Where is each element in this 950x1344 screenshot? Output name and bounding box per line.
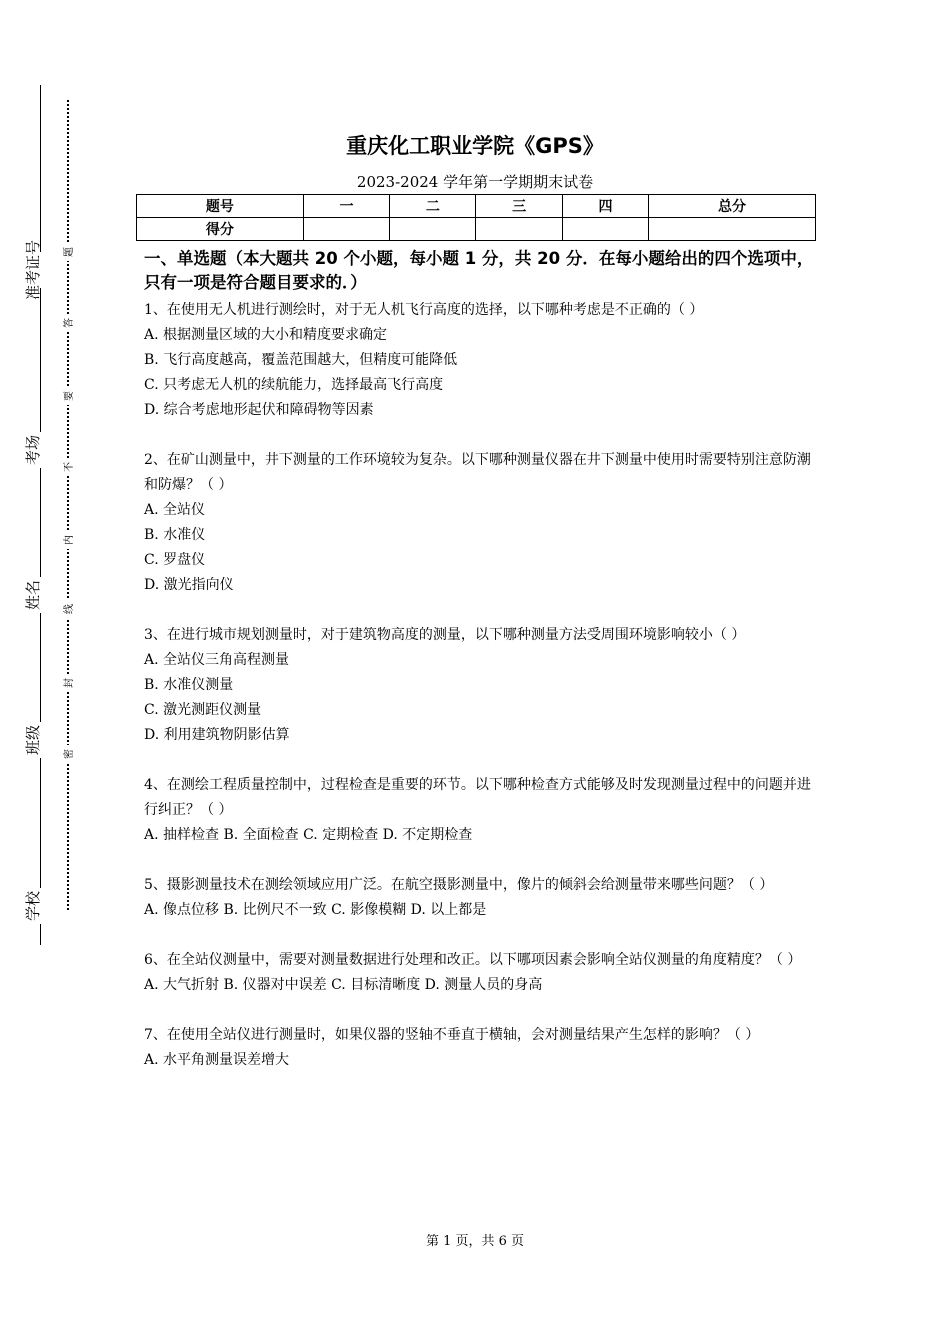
option: B. 水准仪 <box>144 527 206 543</box>
score-cell: 三 <box>476 195 562 218</box>
page-number: 第 1 页，共 6 页 <box>425 1234 525 1249</box>
option: A. 根据测量区域的大小和精度要求确定 <box>144 327 388 343</box>
seal-char: 要 <box>58 387 76 405</box>
question <box>144 448 814 598</box>
score-input-cell[interactable] <box>390 218 476 241</box>
question-stem: 3、在进行城市规划测量时，对于建筑物高度的测量，以下哪种测量方法受周围环境影响较小（ ） <box>144 627 746 643</box>
question-stem: 5、摄影测量技术在测绘领域应用广泛。在航空摄影测量中，像片的倾斜会给测量带来哪些问题？（ ） <box>144 877 774 893</box>
option: A. 抽样检查 B. 全面检查 C. 定期检查 D. 不定期检查 <box>144 827 473 843</box>
score-cell: 题号 <box>137 195 304 218</box>
exam-content <box>144 247 814 1098</box>
question <box>144 298 814 423</box>
question-stem: 1、在使用无人机进行测绘时，对于无人机飞行高度的选择，以下哪种考虑是不正确的（ ） <box>144 302 704 318</box>
score-table-score-row <box>137 218 816 241</box>
section-heading: 一、单选题（本大题共 20 个小题，每小题 1 分，共 20 分．在每小题给出的四个选项中，只有一项是符合题目要求的．） <box>144 249 814 292</box>
option: D. 利用建筑物阴影估算 <box>144 727 290 743</box>
option: C. 激光测距仪测量 <box>144 702 262 718</box>
exam-number-label: 准考证号 <box>12 252 52 288</box>
question-stem: 4、在测绘工程质量控制中，过程检查是重要的环节。以下哪种检查方式能够及时发现测量过程中的问题并进行纠正？（ ） <box>144 777 811 818</box>
seal-char: 答 <box>58 314 76 332</box>
option: A. 全站仪 <box>144 502 206 518</box>
score-cell: 二 <box>390 195 476 218</box>
seal-char: 题 <box>58 243 76 261</box>
option: A. 像点位移 B. 比例尺不一致 C. 影像模糊 D. 以上都是 <box>144 902 487 918</box>
exam-room-label: 考场 <box>12 432 52 468</box>
option: A. 水平角测量误差增大 <box>144 1052 290 1068</box>
option: A. 大气折射 B. 仪器对中误差 C. 目标清晰度 D. 测量人员的身高 <box>144 977 543 993</box>
question <box>144 948 814 998</box>
question <box>144 1023 814 1073</box>
binding-dotted-line <box>67 100 69 910</box>
score-input-cell[interactable] <box>562 218 648 241</box>
class-label: 班级 <box>12 722 52 758</box>
option: D. 激光指向仪 <box>144 577 234 593</box>
score-table-header-row <box>137 195 816 218</box>
exam-subtitle: 2023-2024 学年第一学期期末试卷 <box>356 173 594 191</box>
seal-char: 封 <box>58 674 76 692</box>
score-input-cell[interactable] <box>476 218 562 241</box>
seal-char: 密 <box>58 745 76 763</box>
exam-title: 重庆化工职业学院《GPS》 <box>346 134 604 158</box>
score-table <box>136 194 816 241</box>
option: C. 只考虑无人机的续航能力，选择最高飞行高度 <box>144 377 444 393</box>
option: B. 飞行高度越高，覆盖范围越大，但精度可能降低 <box>144 352 458 368</box>
question-stem: 6、在全站仪测量中，需要对测量数据进行处理和改正。以下哪项因素会影响全站仪测量的角度精度？（ ） <box>144 952 802 968</box>
seal-char: 内 <box>58 531 76 549</box>
question <box>144 623 814 748</box>
score-input-cell[interactable] <box>649 218 816 241</box>
score-cell: 总分 <box>649 195 816 218</box>
question-stem: 2、在矿山测量中，井下测量的工作环境较为复杂。以下哪种测量仪器在井下测量中使用时需要特别注意防潮和防爆？（ ） <box>144 452 811 493</box>
score-input-cell[interactable] <box>303 218 389 241</box>
name-label: 姓名 <box>12 577 52 613</box>
binding-solid-line <box>40 85 41 945</box>
question <box>144 773 814 848</box>
option: D. 综合考虑地形起伏和障碍物等因素 <box>144 402 374 418</box>
seal-char: 不 <box>58 458 76 476</box>
school-label: 学校 <box>12 888 52 924</box>
option: C. 罗盘仪 <box>144 552 206 568</box>
option: A. 全站仪三角高程测量 <box>144 652 290 668</box>
score-cell: 四 <box>562 195 648 218</box>
score-cell: 一 <box>303 195 389 218</box>
question <box>144 873 814 923</box>
seal-char: 线 <box>58 600 76 618</box>
score-cell: 得分 <box>137 218 304 241</box>
option: B. 水准仪测量 <box>144 677 234 693</box>
question-stem: 7、在使用全站仪进行测量时，如果仪器的竖轴不垂直于横轴，会对测量结果产生怎样的影响？（ ） <box>144 1027 760 1043</box>
